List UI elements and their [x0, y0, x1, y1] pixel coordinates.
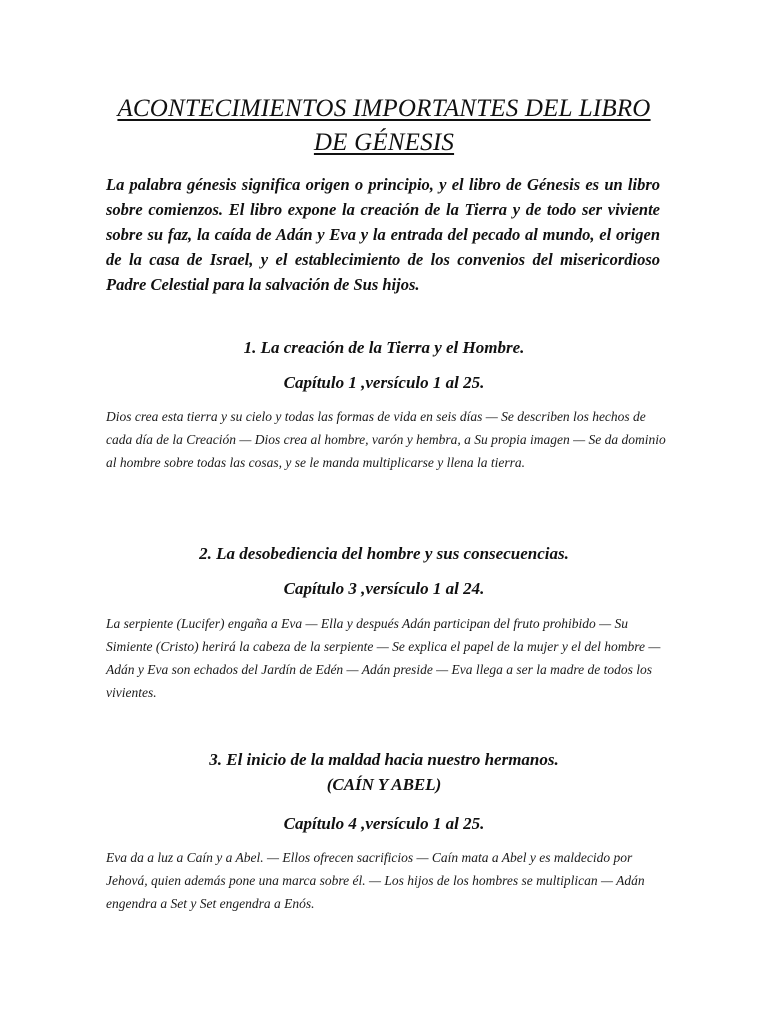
section-3-subheading: (CAÍN Y ABEL) [326, 775, 442, 794]
section-3-heading: 3. El inicio de la maldad hacia nuestro hermanos. [209, 750, 559, 769]
section-3-summary: Eva da a luz a Caín y a Abel. — Ellos ofrecen sacrificios — Caín mata a Abel y es maldecido por Jehová, quien además pone una marca sobre él. — Los hijos de los hombres se multiplican — Adán engendra a Set y Set engendra a Enós. [106, 850, 645, 911]
section-1-heading: 1. La creación de la Tierra y el Hombre. [243, 338, 525, 357]
section-2-chapter-ref: Capítulo 3 ,versículo 1 al 24. [283, 579, 485, 598]
document-title-line-1: ACONTECIMIENTOS IMPORTANTES DEL LIBRO [117, 95, 651, 122]
document-title-line-2: DE GÉNESIS [313, 129, 455, 156]
intro-paragraph: La palabra génesis significa origen o principio, y el libro de Génesis es un libro sobre comienzos. El libro expone la creación de la Tierra y de todo ser viviente sobre su faz, la caída de Adán y Eva y la entrada del pecado al mundo, el origen de la casa de Israel, y el establecimiento de los convenios del misericordioso Padre Celestial para la salvación de Sus hijos. [106, 175, 660, 294]
section-1-summary: Dios crea esta tierra y su cielo y todas las formas de vida en seis días — Se describen los hechos de cada día de la Creación — Dios crea al hombre, varón y hembra, a Su propia imagen — Se da dominio al hombre sobre todas las cosas, y se le manda multiplicarse y llena la tierra. [106, 409, 666, 470]
section-2-heading: 2. La desobediencia del hombre y sus consecuencias. [199, 544, 569, 563]
section-2-summary: La serpiente (Lucifer) engaña a Eva — Ella y después Adán participan del fruto prohibido — Su Simiente (Cristo) herirá la cabeza de la serpiente — Se explica el papel de la mujer y el del hombre — Adán y Eva son echados del Jardín de Edén — Adán preside — Eva llega a ser la madre de todos los vivientes. [106, 616, 661, 700]
section-3-chapter-ref: Capítulo 4 ,versículo 1 al 25. [283, 814, 485, 833]
section-1-chapter-ref: Capítulo 1 ,versículo 1 al 25. [283, 373, 485, 392]
